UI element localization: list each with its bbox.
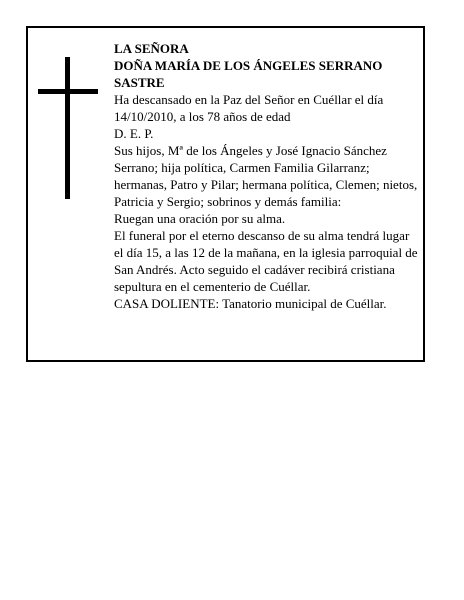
deceased-name: DOÑA MARÍA DE LOS ÁNGELES SERRANO SASTRE bbox=[114, 58, 383, 90]
cross-icon bbox=[38, 57, 98, 199]
notice-text bbox=[114, 40, 419, 312]
heading-title: LA SEÑORA bbox=[114, 41, 189, 56]
dep-text: D. E. P. bbox=[114, 126, 154, 141]
funeral-details: El funeral por el eterno descanso de su alma tendrá lugar el día 15, a las 12 de la mañana, en la iglesia parroquial de San Andrés. Acto seguido el cadáver recibirá cristiana sepultura en el cementerio de Cuéllar. bbox=[114, 228, 418, 294]
family-list: Sus hijos, Mª de los Ángeles y José Ignacio Sánchez Serrano; hija política, Carmen Familia Gilarranz; hermanas, Patro y Pilar; hermana política, Clemen; nietos, Patricia y Sergio; sobrinos y demás familia: bbox=[114, 143, 418, 209]
casa-doliente: CASA DOLIENTE: Tanatorio municipal de Cuéllar. bbox=[114, 296, 387, 311]
rest-statement: Ha descansado en la Paz del Señor en Cuéllar el día 14/10/2010, a los 78 años de edad bbox=[114, 92, 384, 124]
obituary-notice bbox=[26, 26, 425, 362]
prayer-request: Ruegan una oración por su alma. bbox=[114, 211, 286, 226]
